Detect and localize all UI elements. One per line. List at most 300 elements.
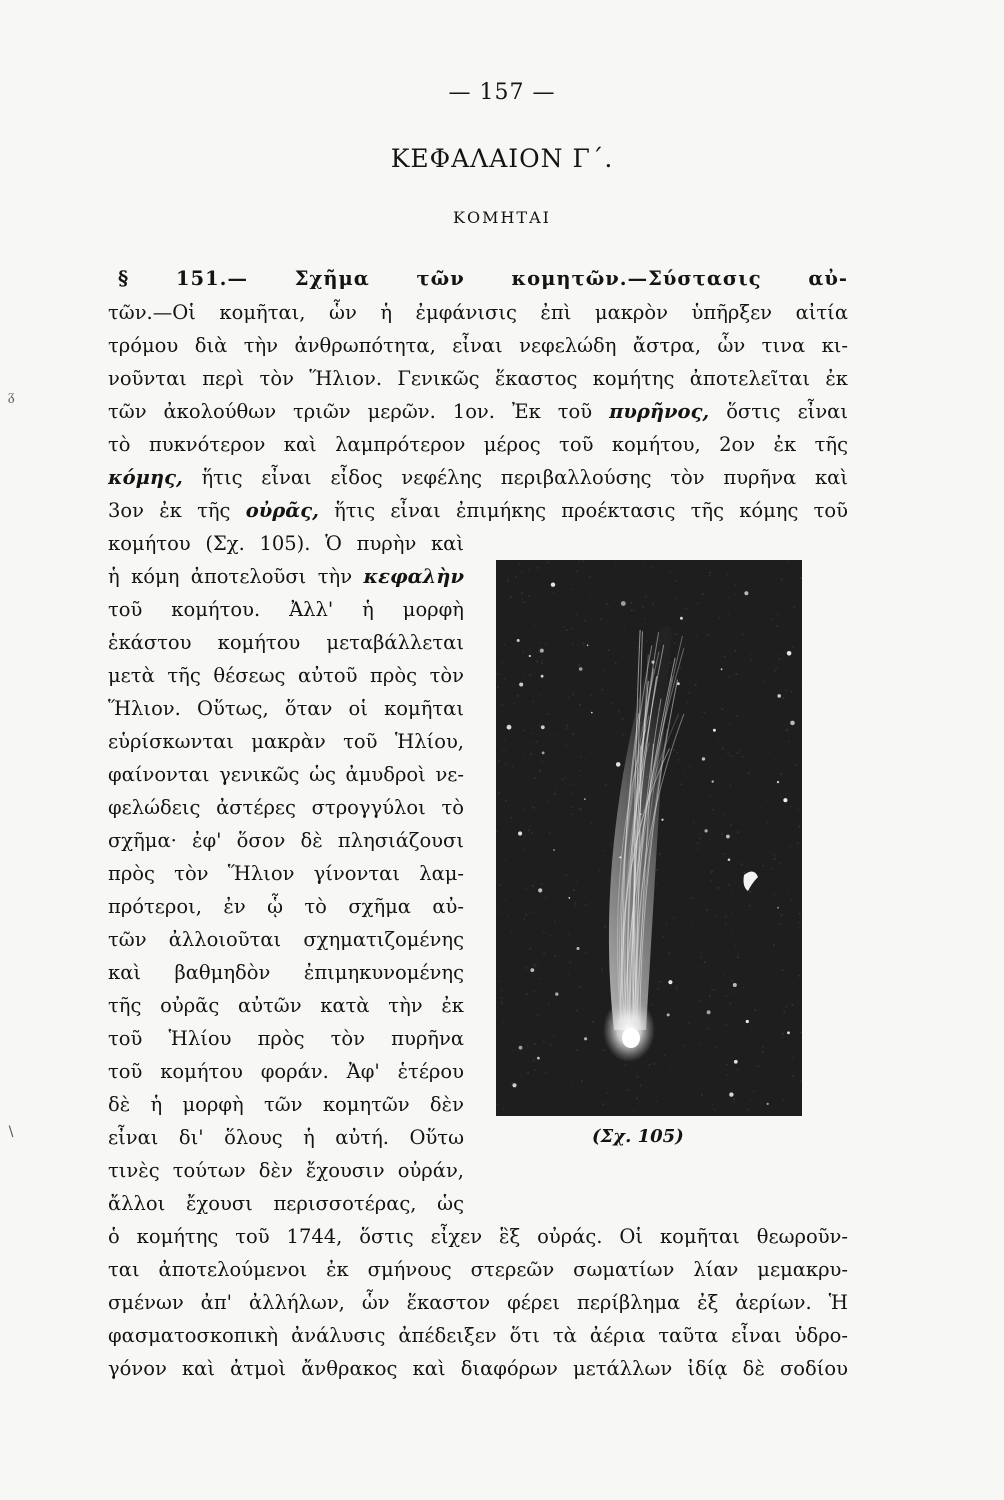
texture-speck <box>576 613 578 615</box>
texture-speck <box>499 981 501 983</box>
texture-speck <box>776 668 778 670</box>
text-line: κομήτου (Σχ. 105). Ὁ πυρὴν καὶ <box>108 532 464 555</box>
star-dot <box>584 1037 587 1040</box>
texture-speck <box>762 1046 764 1048</box>
texture-speck <box>524 849 526 851</box>
texture-speck <box>705 953 707 955</box>
texture-speck <box>580 809 582 811</box>
texture-speck <box>529 648 531 650</box>
texture-speck <box>543 1041 545 1043</box>
texture-speck <box>519 621 521 623</box>
texture-speck <box>591 695 593 697</box>
texture-speck <box>500 884 502 886</box>
texture-speck <box>503 740 505 742</box>
texture-speck <box>800 577 802 579</box>
texture-speck <box>724 656 726 658</box>
texture-speck <box>579 808 581 810</box>
texture-speck <box>735 594 737 596</box>
text-line: δὲ ἡ μορφὴ τῶν κομητῶν δὲν <box>108 1093 464 1116</box>
texture-speck <box>735 945 737 947</box>
texture-speck <box>763 681 765 683</box>
texture-speck <box>502 749 504 751</box>
texture-speck <box>520 1075 522 1077</box>
texture-speck <box>733 1098 735 1100</box>
texture-speck <box>505 800 507 802</box>
texture-speck <box>731 929 733 931</box>
star-dot <box>734 1060 738 1064</box>
texture-speck <box>550 935 552 937</box>
texture-speck <box>747 1109 749 1111</box>
texture-speck <box>659 981 661 983</box>
text-line: φαίνονται γενικῶς ὡς ἀμυδροὶ νε- <box>108 763 464 786</box>
text-line: ται ἀποτελούμενοι ἐκ σμήνους στερεῶν σωματίων λίαν μεμακρυ- <box>108 1258 848 1281</box>
texture-speck <box>750 659 752 661</box>
star-dot <box>767 1103 769 1105</box>
texture-speck <box>794 606 796 608</box>
texture-speck <box>729 723 731 725</box>
star-dot <box>680 617 683 620</box>
star-dot <box>777 694 781 698</box>
texture-speck <box>543 932 545 934</box>
text-line: γόνον καὶ ἀτμοὶ ἄνθρακος καὶ διαφόρων μετάλλων ἰδίᾳ δὲ σοδίου <box>108 1357 848 1380</box>
texture-speck <box>781 579 783 581</box>
texture-speck <box>646 641 648 643</box>
texture-speck <box>579 986 581 988</box>
texture-speck <box>712 1104 714 1106</box>
texture-speck <box>631 610 633 612</box>
figure-caption: (Σχ. 105) <box>592 1126 684 1147</box>
texture-speck <box>540 642 542 644</box>
texture-speck <box>505 859 507 861</box>
texture-speck <box>723 973 725 975</box>
text-line: πρότεροι, ἐν ᾧ τὸ σχῆμα αὐ- <box>108 895 464 918</box>
texture-speck <box>702 593 704 595</box>
texture-speck <box>551 1029 553 1031</box>
texture-speck <box>498 760 500 762</box>
texture-speck <box>773 854 775 856</box>
texture-speck <box>749 905 751 907</box>
texture-speck <box>591 823 593 825</box>
texture-speck <box>709 995 711 997</box>
texture-speck <box>535 965 537 967</box>
texture-speck <box>790 846 792 848</box>
texture-speck <box>708 634 710 636</box>
texture-speck <box>550 599 552 601</box>
texture-speck <box>539 978 541 980</box>
texture-speck <box>537 1014 539 1016</box>
texture-speck <box>782 1099 784 1101</box>
texture-speck <box>673 917 675 919</box>
text-line: τοῦ κομήτου. Ἀλλ' ἡ μορφὴ <box>108 598 464 621</box>
texture-speck <box>502 704 504 706</box>
section-subtitle: ΚΟΜΗΤΑΙ <box>453 208 551 227</box>
texture-speck <box>542 760 544 762</box>
texture-speck <box>615 564 617 566</box>
texture-speck <box>501 989 503 991</box>
texture-speck <box>777 1092 779 1094</box>
texture-speck <box>533 964 535 966</box>
texture-speck <box>773 944 775 946</box>
texture-speck <box>575 944 577 946</box>
texture-speck <box>525 914 527 916</box>
texture-speck <box>748 773 750 775</box>
texture-speck <box>574 615 576 617</box>
star-dot <box>790 721 795 726</box>
texture-speck <box>521 598 523 600</box>
texture-speck <box>732 980 734 982</box>
texture-speck <box>554 734 556 736</box>
texture-speck <box>651 1004 653 1006</box>
texture-speck <box>647 589 649 591</box>
texture-speck <box>575 880 577 882</box>
texture-speck <box>567 725 569 727</box>
texture-speck <box>698 966 700 968</box>
texture-speck <box>523 918 525 920</box>
emphasized-term: πυρῆνος, <box>609 400 710 423</box>
texture-speck <box>580 770 582 772</box>
texture-speck <box>550 1044 552 1046</box>
texture-speck <box>692 620 694 622</box>
text-line: ἑκάστου κομήτου μεταβάλλεται <box>108 631 464 654</box>
texture-speck <box>533 1060 535 1062</box>
texture-speck <box>785 690 787 692</box>
margin-mark: ∖ <box>6 1124 15 1140</box>
texture-speck <box>727 574 729 576</box>
texture-speck <box>531 832 533 834</box>
texture-speck <box>727 1074 729 1076</box>
texture-speck <box>742 633 744 635</box>
text-line: ἄλλοι ἔχουσι περισσοτέρας, ὡς <box>108 1192 464 1215</box>
texture-speck <box>524 835 526 837</box>
texture-speck <box>719 617 721 619</box>
texture-speck <box>505 749 507 751</box>
texture-speck <box>689 766 691 768</box>
texture-speck <box>726 1064 728 1066</box>
texture-speck <box>578 561 580 563</box>
star-dot <box>726 835 730 839</box>
texture-speck <box>534 1043 536 1045</box>
star-dot <box>584 798 586 800</box>
texture-speck <box>774 858 776 860</box>
texture-speck <box>740 750 742 752</box>
texture-speck <box>512 1050 514 1052</box>
text-line: τῆς οὐρᾶς αὐτῶν κατὰ τὴν ἐκ <box>108 994 464 1017</box>
texture-speck <box>698 1044 700 1046</box>
texture-speck <box>709 795 711 797</box>
texture-speck <box>774 893 776 895</box>
texture-speck <box>640 1084 642 1086</box>
texture-speck <box>778 653 780 655</box>
emphasized-term: κεφαλὴν <box>363 565 464 588</box>
text-line: καὶ βαθμηδὸν ἐπιμηκυνομένης <box>108 961 464 984</box>
texture-speck <box>737 715 739 717</box>
texture-speck <box>572 643 574 645</box>
texture-speck <box>773 1005 775 1007</box>
star-dot <box>568 897 570 899</box>
margin-mark: ᵹ <box>8 388 15 404</box>
texture-speck <box>702 716 704 718</box>
chapter-title: ΚΕΦΑΛΑΙΟΝ Γ΄. <box>390 144 614 173</box>
text-line: τρόμου διὰ τὴν ἀνθρωπότητα, εἶναι νεφελώδη ἄστρα, ὧν τινα κι- <box>108 334 848 357</box>
texture-speck <box>696 636 698 638</box>
texture-speck <box>744 872 746 874</box>
texture-speck <box>611 703 613 705</box>
texture-speck <box>542 659 544 661</box>
star-dot <box>538 888 542 892</box>
texture-speck <box>728 884 730 886</box>
texture-speck <box>606 603 608 605</box>
texture-speck <box>664 1055 666 1057</box>
texture-speck <box>787 561 789 563</box>
star-dot <box>555 992 558 995</box>
texture-speck <box>572 694 574 696</box>
texture-speck <box>497 905 499 907</box>
texture-speck <box>786 729 788 731</box>
texture-speck <box>736 673 738 675</box>
texture-speck <box>564 777 566 779</box>
texture-speck <box>687 702 689 704</box>
texture-speck <box>669 662 671 664</box>
texture-speck <box>703 1077 705 1079</box>
texture-speck <box>534 777 536 779</box>
texture-speck <box>697 848 699 850</box>
texture-speck <box>730 785 732 787</box>
texture-speck <box>774 670 776 672</box>
texture-speck <box>792 1004 794 1006</box>
texture-speck <box>600 618 602 620</box>
texture-speck <box>727 752 729 754</box>
texture-speck <box>755 1009 757 1011</box>
text-line: Ἥλιον. Οὕτως, ὅταν οἱ κομῆται <box>108 697 464 720</box>
texture-speck <box>718 738 720 740</box>
texture-speck <box>713 989 715 991</box>
texture-speck <box>570 653 572 655</box>
texture-speck <box>511 817 513 819</box>
texture-speck <box>608 607 610 609</box>
texture-speck <box>537 567 539 569</box>
texture-speck <box>691 924 693 926</box>
texture-speck <box>553 1036 555 1038</box>
texture-speck <box>793 1035 795 1037</box>
texture-speck <box>518 683 520 685</box>
texture-speck <box>695 684 697 686</box>
texture-speck <box>681 783 683 785</box>
texture-speck <box>715 1046 717 1048</box>
texture-speck <box>781 914 783 916</box>
texture-speck <box>758 1066 760 1068</box>
texture-speck <box>533 990 535 992</box>
texture-speck <box>571 628 573 630</box>
texture-speck <box>728 597 730 599</box>
texture-speck <box>589 576 591 578</box>
star-dot <box>777 781 779 783</box>
texture-speck <box>656 883 658 885</box>
texture-speck <box>536 661 538 663</box>
texture-speck <box>767 822 769 824</box>
texture-speck <box>534 625 536 627</box>
texture-speck <box>575 904 577 906</box>
texture-speck <box>567 971 569 973</box>
texture-speck <box>669 571 671 573</box>
texture-speck <box>750 891 752 893</box>
texture-speck <box>531 742 533 744</box>
texture-speck <box>777 614 779 616</box>
texture-speck <box>673 749 675 751</box>
texture-speck <box>746 668 748 670</box>
texture-speck <box>703 654 705 656</box>
texture-speck <box>737 1069 739 1071</box>
texture-speck <box>547 562 549 564</box>
texture-speck <box>783 1011 785 1013</box>
texture-speck <box>597 575 599 577</box>
texture-speck <box>543 953 545 955</box>
texture-speck <box>579 665 581 667</box>
texture-speck <box>781 930 783 932</box>
texture-speck <box>576 1049 578 1051</box>
texture-speck <box>782 969 784 971</box>
texture-speck <box>497 673 499 675</box>
texture-speck <box>571 588 573 590</box>
texture-speck <box>585 904 587 906</box>
texture-speck <box>503 1022 505 1024</box>
emphasized-term: οὐρᾶς, <box>245 499 319 522</box>
texture-speck <box>528 830 530 832</box>
texture-speck <box>505 899 507 901</box>
star-dot <box>729 1092 733 1096</box>
texture-speck <box>517 695 519 697</box>
texture-speck <box>622 718 624 720</box>
texture-speck <box>602 689 604 691</box>
texture-speck <box>548 1003 550 1005</box>
texture-speck <box>599 869 601 871</box>
texture-speck <box>683 1045 685 1047</box>
texture-speck <box>733 992 735 994</box>
star-dot <box>541 675 544 678</box>
texture-speck <box>751 661 753 663</box>
texture-speck <box>497 793 499 795</box>
texture-speck <box>553 592 555 594</box>
texture-speck <box>729 676 731 678</box>
texture-speck <box>590 597 592 599</box>
texture-speck <box>750 1098 752 1100</box>
texture-speck <box>725 924 727 926</box>
texture-speck <box>602 1103 604 1105</box>
star-dot <box>733 983 737 987</box>
texture-speck <box>581 756 583 758</box>
text-line: κόμης, ἥτις εἶναι εἶδος νεφέλης περιβαλλούσης τὸν πυρῆνα καὶ <box>108 466 848 489</box>
texture-speck <box>796 817 798 819</box>
texture-speck <box>645 596 647 598</box>
texture-speck <box>515 576 517 578</box>
texture-speck <box>526 993 528 995</box>
texture-speck <box>676 989 678 991</box>
texture-speck <box>573 784 575 786</box>
text-line: πρὸς τὸν Ἥλιον γίνονται λαμ- <box>108 862 464 885</box>
texture-speck <box>772 618 774 620</box>
texture-speck <box>504 644 506 646</box>
texture-speck <box>568 973 570 975</box>
texture-speck <box>700 952 702 954</box>
texture-speck <box>568 934 570 936</box>
texture-speck <box>675 580 677 582</box>
star-dot <box>661 819 663 821</box>
texture-speck <box>791 691 793 693</box>
texture-speck <box>524 602 526 604</box>
texture-speck <box>792 1075 794 1077</box>
star-dot <box>713 729 716 732</box>
texture-speck <box>627 1089 629 1091</box>
star-dot <box>537 1057 540 1060</box>
texture-speck <box>523 756 525 758</box>
texture-speck <box>750 1029 752 1031</box>
texture-speck <box>798 808 800 810</box>
texture-speck <box>605 785 607 787</box>
texture-speck <box>497 686 499 688</box>
star-dot <box>746 1020 749 1023</box>
texture-speck <box>622 734 624 736</box>
texture-speck <box>498 792 500 794</box>
star-dot <box>705 829 708 832</box>
page-number: — 157 — <box>448 80 556 105</box>
texture-speck <box>760 805 762 807</box>
texture-speck <box>701 1094 703 1096</box>
texture-speck <box>634 610 636 612</box>
texture-speck <box>709 572 711 574</box>
texture-speck <box>731 890 733 892</box>
texture-speck <box>734 1071 736 1073</box>
texture-speck <box>644 597 646 599</box>
texture-speck <box>659 1080 661 1082</box>
texture-speck <box>714 1108 716 1110</box>
texture-speck <box>618 711 620 713</box>
texture-speck <box>614 1081 616 1083</box>
texture-speck <box>767 1087 769 1089</box>
texture-speck <box>799 913 801 915</box>
texture-speck <box>639 1087 641 1089</box>
texture-speck <box>800 1080 802 1082</box>
star-dot <box>702 757 705 760</box>
texture-speck <box>706 909 708 911</box>
texture-speck <box>525 888 527 890</box>
texture-speck <box>780 774 782 776</box>
texture-speck <box>778 658 780 660</box>
texture-speck <box>762 924 764 926</box>
texture-speck <box>642 606 644 608</box>
texture-speck <box>712 809 714 811</box>
texture-speck <box>530 727 532 729</box>
texture-speck <box>722 708 724 710</box>
texture-speck <box>670 722 672 724</box>
texture-speck <box>576 1010 578 1012</box>
texture-speck <box>772 868 774 870</box>
star-dot <box>517 639 520 642</box>
texture-speck <box>564 1067 566 1069</box>
texture-speck <box>524 809 526 811</box>
texture-speck <box>684 860 686 862</box>
texture-speck <box>657 988 659 990</box>
texture-speck <box>511 1082 513 1084</box>
star-dot <box>542 752 545 755</box>
texture-speck <box>569 962 571 964</box>
texture-speck <box>788 741 790 743</box>
texture-speck <box>572 733 574 735</box>
texture-speck <box>737 957 739 959</box>
texture-speck <box>555 789 557 791</box>
texture-speck <box>697 842 699 844</box>
texture-speck <box>636 1098 638 1100</box>
texture-speck <box>710 880 712 882</box>
texture-speck <box>656 1101 658 1103</box>
